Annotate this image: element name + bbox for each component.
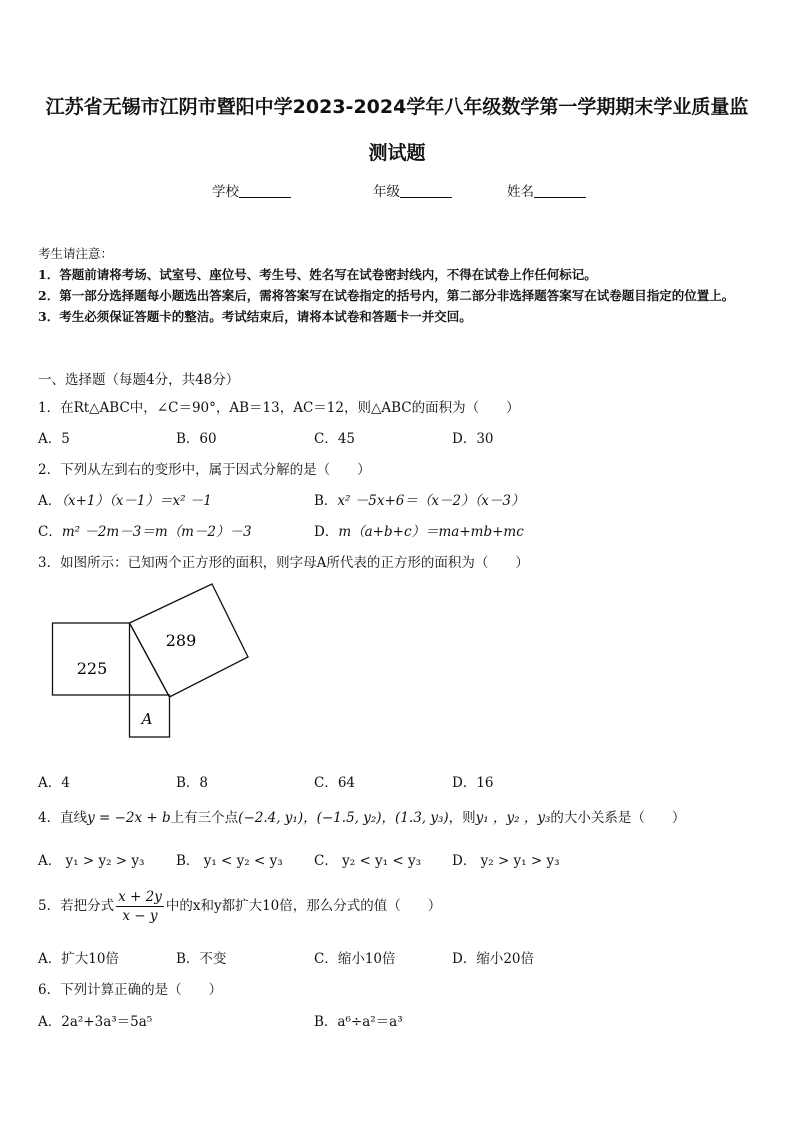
school-field [212,180,291,200]
q2-option-a[interactable] [38,489,212,509]
q2-c-text: m² －2m－3＝m（m－2）－3 [61,524,252,540]
q4-mid2: ，则 [448,810,476,826]
squares-figure [50,580,260,745]
q5-option-a[interactable]: A．扩大10倍 [38,951,119,967]
q2-option-b[interactable] [314,489,525,509]
q2-option-c[interactable] [38,520,252,540]
q5-denominator: x − y [122,908,158,924]
q5-prefix: 5．若把分式 [38,898,115,914]
q2-a-label: A． [38,493,62,509]
small-square-label: A [141,710,153,728]
q1-option-d[interactable]: D．30 [452,431,494,447]
question-4-stem [38,806,685,826]
exam-title: 江苏省无锡市江阴市暨阳中学2023-2024学年八年级数学第一学期期末学业质量监测试题 [45,96,749,164]
q4-points: (−2.4, y₁)，(−1.5, y₂)，(1.3, y₃) [238,810,449,826]
name-blank[interactable] [534,184,586,198]
q5-numerator: x + 2y [118,889,162,905]
notice-item: 2．第一部分选择题每小题选出答案后，需将答案写在试卷指定的括号内，第二部分非选择题答案写在试卷题目指定的位置上。 [38,288,735,303]
q5-option-c[interactable]: C．缩小10倍 [314,951,396,967]
question-2-stem: 2．下列从左到右的变形中，属于因式分解的是（ ） [38,462,371,478]
section-heading: 一、选择题（每题4分，共48分） [38,372,240,388]
grade-blank[interactable] [400,184,452,198]
q2-c-label: C． [38,524,62,540]
name-field [507,180,586,200]
notice-item: 3．考生必须保证答题卡的整洁。考试结束后，请将本试卷和答题卡一并交回。 [38,309,472,324]
right-square-label: 289 [165,631,197,650]
q4-vars: y₁ ，y₂ ，y₃ [475,810,551,826]
q2-option-d[interactable] [314,520,524,540]
q1-option-a[interactable]: A．5 [38,431,70,447]
name-label: 姓名 [507,184,534,200]
q1-option-c[interactable]: C．45 [314,431,356,447]
question-1-stem: 1．在Rt△ABC中，∠C＝90°，AB＝13，AC＝12，则△ABC的面积为（ ） [38,400,520,416]
q3-option-a[interactable]: A．4 [38,775,70,791]
question-3-stem: 3．如图所示：已知两个正方形的面积，则字母A所代表的正方形的面积为（ ） [38,555,529,571]
q4-option-c[interactable]: C． y₂ < y₁ < y₃ [314,853,422,869]
left-square-label: 225 [76,659,108,678]
grade-field [373,180,452,200]
q4-suffix: 的大小关系是（ ） [550,810,686,826]
q6-option-b[interactable]: B．a⁶÷a²＝a³ [314,1014,403,1030]
q4-mid: 上有三个点 [170,810,239,826]
school-blank[interactable] [239,184,291,198]
notice-item: 1．答题前请将考场、试室号、座位号、考生号、姓名写在试卷密封线内，不得在试卷上作任何标记。 [38,267,597,282]
q4-option-d[interactable]: D． y₂ > y₁ > y₃ [452,853,560,869]
notice-heading: 考生请注意： [38,246,114,261]
q4-option-b[interactable]: B． y₁ < y₂ < y₃ [176,853,283,869]
q1-option-b[interactable]: B．60 [176,431,217,447]
question-5-stem [38,888,441,925]
notice-block [38,243,758,327]
q4-option-a[interactable]: A． y₁ > y₂ > y₃ [38,853,145,869]
triangle-hypotenuse [130,623,170,697]
q3-option-d[interactable]: D．16 [452,775,494,791]
q6-option-a[interactable]: A．2a²+3a³＝5a⁵ [38,1014,153,1030]
q2-b-label: B． [314,493,338,509]
q2-b-text: x² －5x+6＝（x－2）（x－3） [337,493,525,509]
q3-option-c[interactable]: C．64 [314,775,356,791]
q5-option-d[interactable]: D．缩小20倍 [452,951,535,967]
q2-a-text: （x+1）（x－1）＝x² －1 [61,493,212,509]
question-6-stem: 6．下列计算正确的是（ ） [38,982,223,998]
q5-fraction [116,888,164,925]
q4-prefix: 4．直线 [38,810,88,826]
q5-suffix: 中的x和y都扩大10倍，那么分式的值（ ） [165,898,442,914]
grade-label: 年级 [373,184,400,200]
q2-d-text: m（a+b+c）＝ma+mb+mc [338,524,524,540]
school-label: 学校 [212,184,239,200]
q4-line-equation: y = −2x + b [87,810,171,826]
q5-option-b[interactable]: B．不变 [176,951,227,967]
q3-option-b[interactable]: B．8 [176,775,209,791]
q2-d-label: D． [314,524,339,540]
